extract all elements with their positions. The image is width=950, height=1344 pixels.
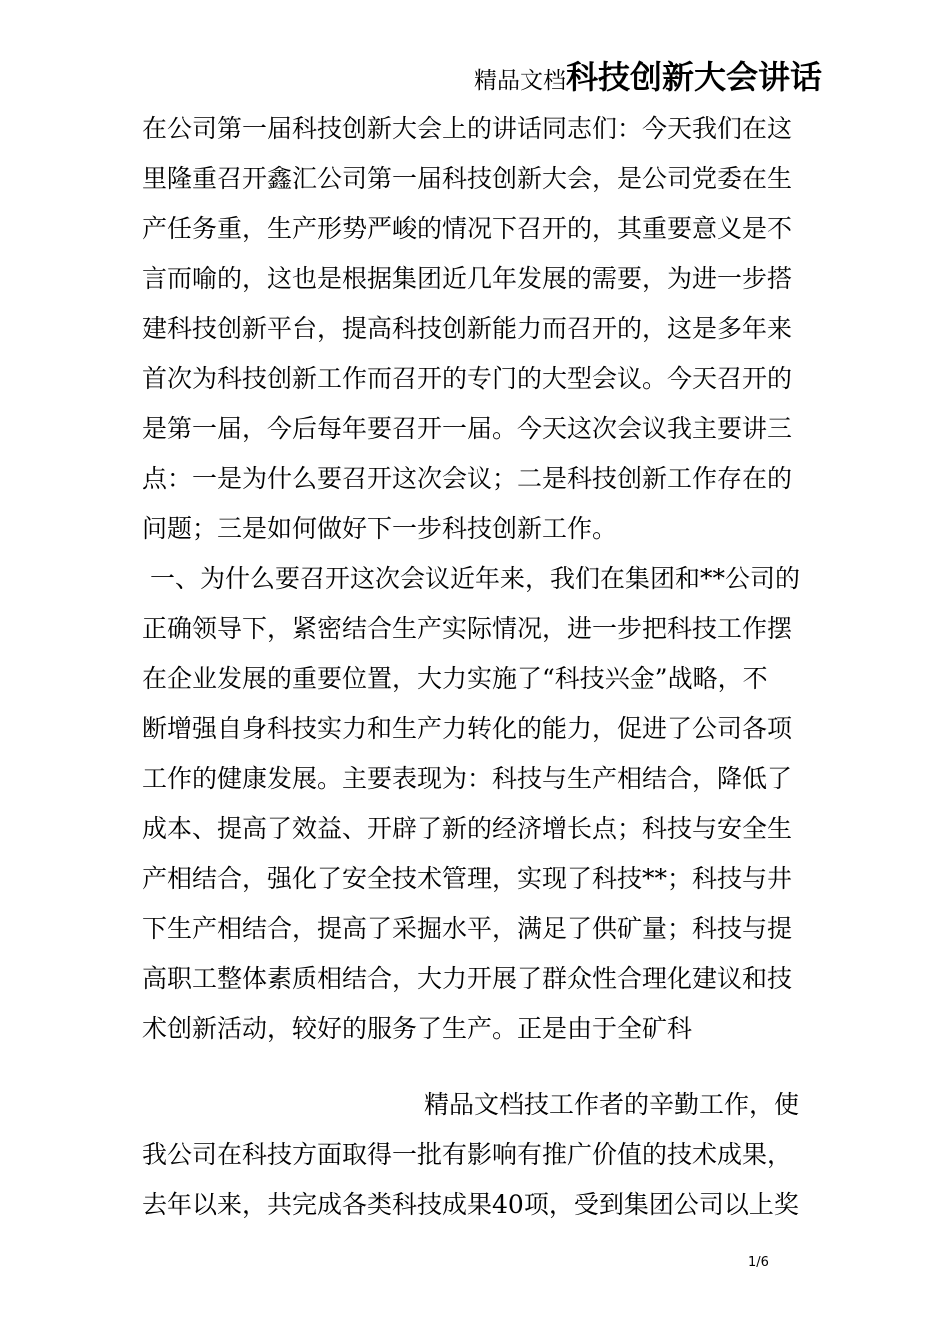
- text-line: 成本、提高了效益、开辟了新的经济增长点；科技与安全生: [142, 814, 793, 843]
- header-prefix: 精品文档: [473, 68, 566, 94]
- page-break-label: 精品文档技工作者的辛勤工作，使: [424, 1090, 800, 1119]
- text-line: 点：一是为什么要召开这次会议；二是科技创新工作存在的: [142, 464, 793, 493]
- text-line: 我公司在科技方面取得一批有影响有推广价值的技术成果，: [142, 1140, 793, 1169]
- text-line: 术创新活动，较好的服务了生产。正是由于全矿科: [142, 1014, 693, 1043]
- text-line: 建科技创新平台，提高科技创新能力而召开的，这是多年来: [142, 314, 793, 343]
- text-line: 下生产相结合，提高了采掘水平，满足了供矿量；科技与提: [142, 914, 793, 943]
- document-title: 科技创新大会讲话: [565, 58, 822, 96]
- document-header: [474, 52, 822, 98]
- text-line: 里隆重召开鑫汇公司第一届科技创新大会，是公司党委在生: [142, 164, 793, 193]
- text-line: 问题；三是如何做好下一步科技创新工作。: [142, 514, 618, 543]
- text-line: 在公司第一届科技创新大会上的讲话同志们：今天我们在这: [142, 114, 793, 143]
- text-line: 一、为什么要召开这次会议近年来，我们在集团和**公司的: [142, 564, 800, 593]
- text-line: 言而喻的，这也是根据集团近几年发展的需要，为进一步搭: [142, 264, 793, 293]
- text-line: 工作的健康发展。主要表现为：科技与生产相结合，降低了: [142, 764, 793, 793]
- text-line: 在企业发展的重要位置，大力实施了“科技兴金”战略，不: [142, 664, 768, 693]
- text-line: 去年以来，共完成各类科技成果40项，受到集团公司以上奖: [142, 1190, 799, 1219]
- text-line: 断增强自身科技实力和生产力转化的能力，促进了公司各项: [142, 714, 793, 743]
- text-line: 高职工整体素质相结合，大力开展了群众性合理化建议和技: [142, 964, 793, 993]
- text-line: 产任务重，生产形势严峻的情况下召开的，其重要意义是不: [142, 214, 793, 243]
- text-line: 首次为科技创新工作而召开的专门的大型会议。今天召开的: [142, 364, 793, 393]
- text-line: 是第一届，今后每年要召开一届。今天这次会议我主要讲三: [142, 414, 793, 443]
- page-number: 1/6: [748, 1255, 769, 1270]
- text-line: 正确领导下，紧密结合生产实际情况，进一步把科技工作摆: [142, 614, 793, 643]
- text-line: 产相结合，强化了安全技术管理，实现了科技**；科技与井: [142, 864, 793, 893]
